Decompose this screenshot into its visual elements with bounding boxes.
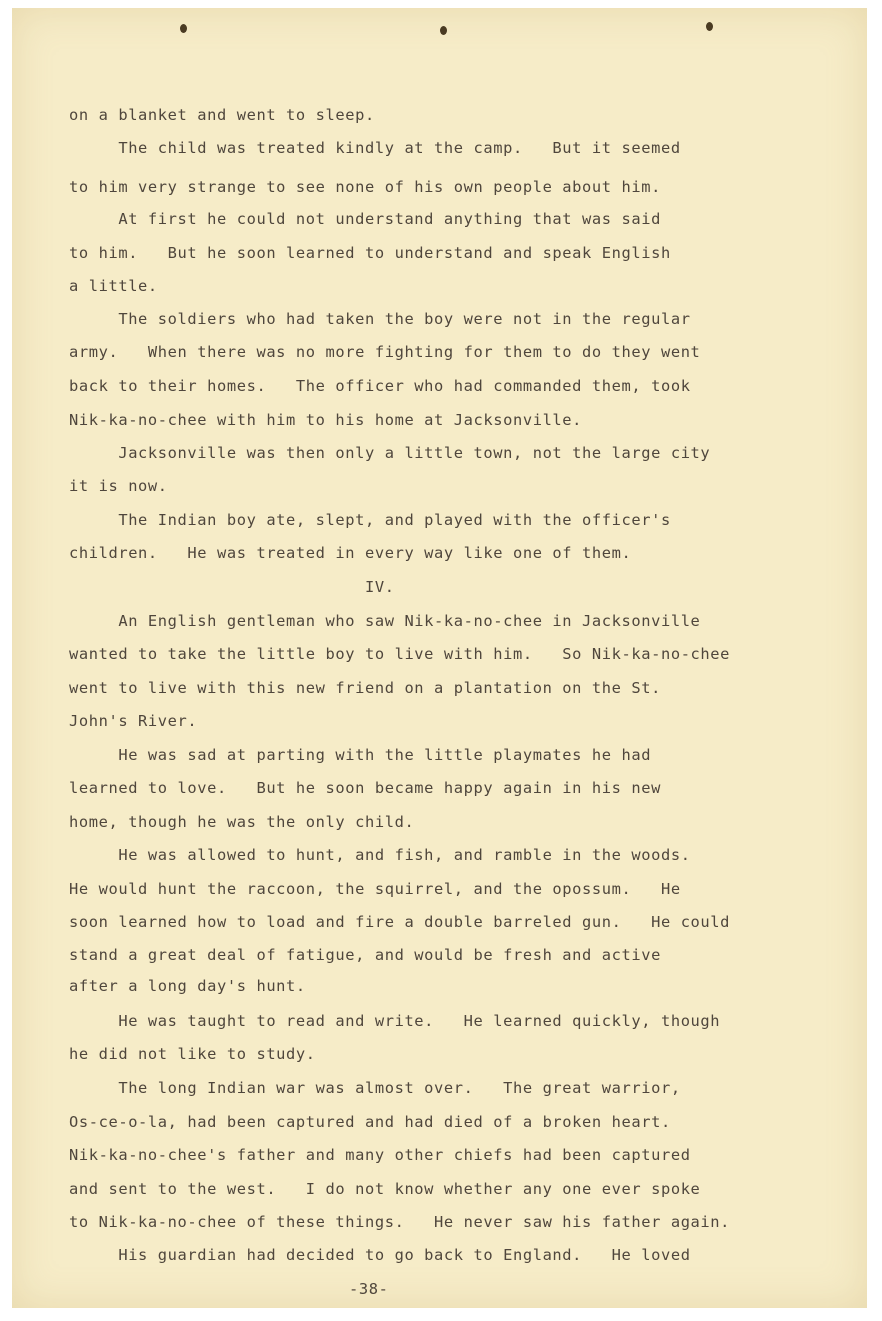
text-line: children. He was treated in every way like one of them. <box>69 544 632 562</box>
text-line: home, though he was the only child. <box>69 813 415 831</box>
text-line: He was taught to read and write. He learned quickly, though <box>69 1012 721 1030</box>
document-page <box>12 8 867 1308</box>
text-line: An English gentleman who saw Nik-ka-no-chee in Jacksonville <box>69 612 701 630</box>
text-line: John's River. <box>69 712 198 730</box>
typed-text-body <box>69 8 859 1298</box>
text-line: and sent to the west. I do not know whether any one ever spoke <box>69 1180 701 1198</box>
text-line: after a long day's hunt. <box>69 977 306 995</box>
text-line: back to their homes. The officer who had commanded them, took <box>69 377 691 395</box>
text-line: The child was treated kindly at the camp. But it seemed <box>69 139 681 157</box>
text-line: The long Indian war was almost over. The great warrior, <box>69 1079 681 1097</box>
text-line: He was allowed to hunt, and fish, and ramble in the woods. <box>69 846 691 864</box>
text-line: Nik-ka-no-chee's father and many other chiefs had been captured <box>69 1146 691 1164</box>
text-line: soon learned how to load and fire a double barreled gun. He could <box>69 913 731 931</box>
text-line: it is now. <box>69 477 168 495</box>
text-line: The Indian boy ate, slept, and played with the officer's <box>69 511 671 529</box>
text-line: The soldiers who had taken the boy were not in the regular <box>69 310 691 328</box>
text-line: to him very strange to see none of his own people about him. <box>69 178 661 196</box>
text-line: army. When there was no more fighting for them to do they went <box>69 343 701 361</box>
text-line: went to live with this new friend on a plantation on the St. <box>69 679 661 697</box>
text-line: He was sad at parting with the little playmates he had <box>69 746 652 764</box>
text-line: He would hunt the raccoon, the squirrel, and the opossum. He <box>69 880 681 898</box>
text-line: stand a great deal of fatigue, and would be fresh and active <box>69 946 661 964</box>
page-number: -38- <box>349 1280 389 1298</box>
text-line: His guardian had decided to go back to England. He loved <box>69 1246 691 1264</box>
text-line: on a blanket and went to sleep. <box>69 106 375 124</box>
text-line: Jacksonville was then only a little town, not the large city <box>69 444 711 462</box>
text-line: Os-ce-o-la, had been captured and had died of a broken heart. <box>69 1113 671 1131</box>
text-line: learned to love. But he soon became happy again in his new <box>69 779 661 797</box>
text-line: a little. <box>69 277 158 295</box>
text-line: to Nik-ka-no-chee of these things. He never saw his father again. <box>69 1213 731 1231</box>
section-heading: IV. <box>69 578 395 596</box>
text-line: to him. But he soon learned to understand and speak English <box>69 244 671 262</box>
text-line: wanted to take the little boy to live with him. So Nik-ka-no-chee <box>69 645 731 663</box>
text-line: At first he could not understand anything that was said <box>69 210 661 228</box>
text-line: Nik-ka-no-chee with him to his home at Jacksonville. <box>69 411 583 429</box>
text-line: he did not like to study. <box>69 1045 316 1063</box>
